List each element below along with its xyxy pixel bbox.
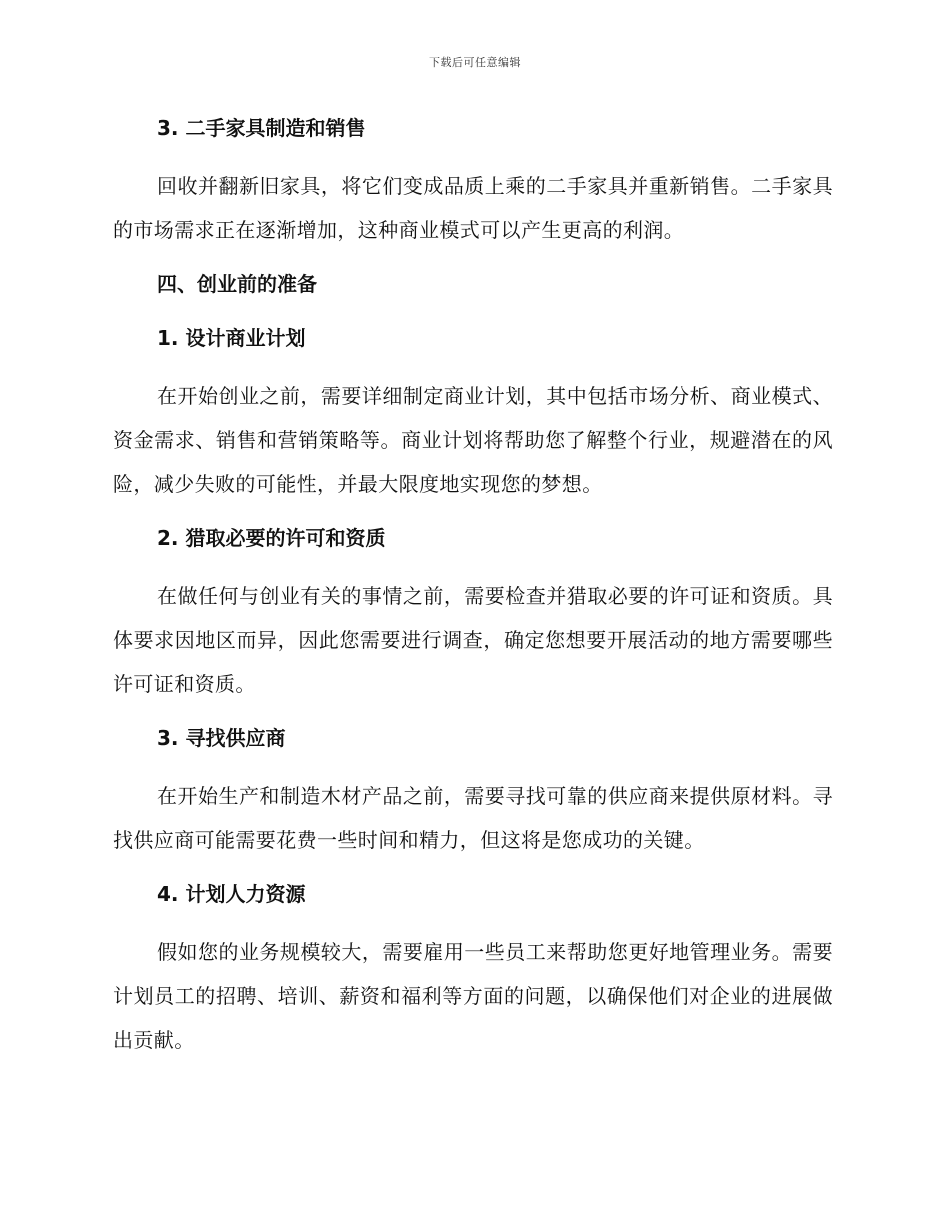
- header-note: 下载后可任意编辑: [429, 56, 521, 69]
- document-body: [113, 110, 833, 1062]
- section-paragraph-hr: 假如您的业务规模较大，需要雇用一些员工来帮助您更好地管理业务。需要计划员工的招聘、培训、薪资和福利等方面的问题，以确保他们对企业的进展做出贡献。: [113, 940, 833, 1052]
- section-heading-business-plan: 1. 设计商业计划: [157, 326, 306, 350]
- section-paragraph-furniture: 回收并翻新旧家具，将它们变成品质上乘的二手家具并重新销售。二手家具的市场需求正在逐渐增加，这种商业模式可以产生更高的利润。: [113, 174, 833, 242]
- section-heading-furniture: 3. 二手家具制造和销售: [157, 116, 366, 140]
- section-heading-permits: 2. 猎取必要的许可和资质: [157, 526, 386, 550]
- section-heading-suppliers: 3. 寻找供应商: [157, 726, 286, 750]
- section-heading-hr: 4. 计划人力资源: [157, 882, 306, 906]
- section-paragraph-suppliers: 在开始生产和制造木材产品之前，需要寻找可靠的供应商来提供原材料。寻找供应商可能需要花费一些时间和精力，但这将是您成功的关键。: [113, 784, 833, 852]
- chapter-heading-preparation: 四、创业前的准备: [157, 272, 317, 296]
- section-paragraph-permits: 在做任何与创业有关的事情之前，需要检查并猎取必要的许可证和资质。具体要求因地区而异，因此您需要进行调查，确定您想要开展活动的地方需要哪些许可证和资质。: [113, 584, 833, 696]
- section-paragraph-business-plan: 在开始创业之前，需要详细制定商业计划，其中包括市场分析、商业模式、资金需求、销售和营销策略等。商业计划将帮助您了解整个行业，规避潜在的风险，减少失败的可能性，并最大限度地实现您的梦想。: [113, 384, 833, 496]
